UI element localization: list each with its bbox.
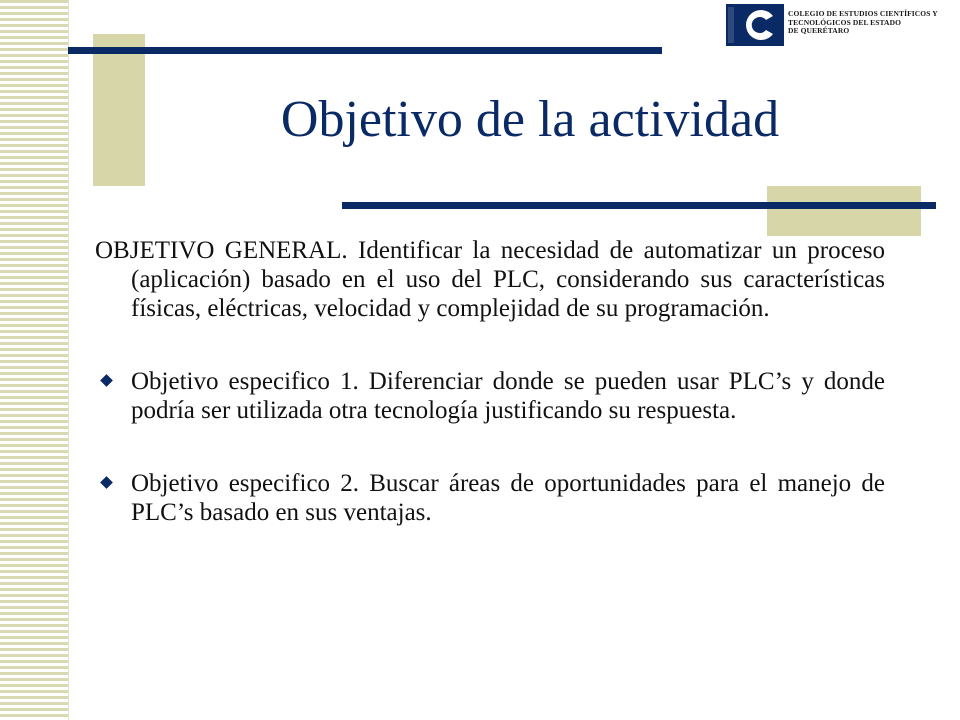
bullet-text-2: Objetivo especifico 2. Buscar áreas de oportunidades para el manejo de PLC’s basado en sus ventajas. [131,470,885,526]
slide-title: Objetivo de la actividad [280,91,780,148]
logo-line-3: DE QUERÉTARO [788,26,850,35]
logo-institution-name [788,10,958,36]
diamond-bullet-icon [100,374,113,387]
bullet-text-1: Objetivo especifico 1. Diferenciar donde se pueden usar PLC’s y donde podría ser utilizada otra tecnología justificando su respuesta. [131,368,885,424]
bullet-item-1 [95,367,885,425]
diamond-bullet-icon [100,476,113,489]
title-rule-top [68,47,662,54]
decorative-block-right [767,186,921,236]
cecyteq-logo-icon [726,4,784,46]
logo-line-1: COLEGIO DE ESTUDIOS CIENTÍFICOS Y [788,9,938,18]
slide-body [95,236,885,527]
left-striped-margin [0,0,69,720]
bullet-item-2 [95,469,885,527]
institution-logo [726,4,958,46]
logo-line-2: TECNOLÓGICOS DEL ESTADO [788,17,902,27]
general-objective-text: OBJETIVO GENERAL. Identificar la necesidad de automatizar un proceso (aplicación) basado en el uso del PLC, considerando sus características físicas, eléctricas, velocidad y complejidad de su programación. [95,237,885,322]
title-rule-bottom [342,202,936,209]
decorative-block-left [93,34,145,186]
